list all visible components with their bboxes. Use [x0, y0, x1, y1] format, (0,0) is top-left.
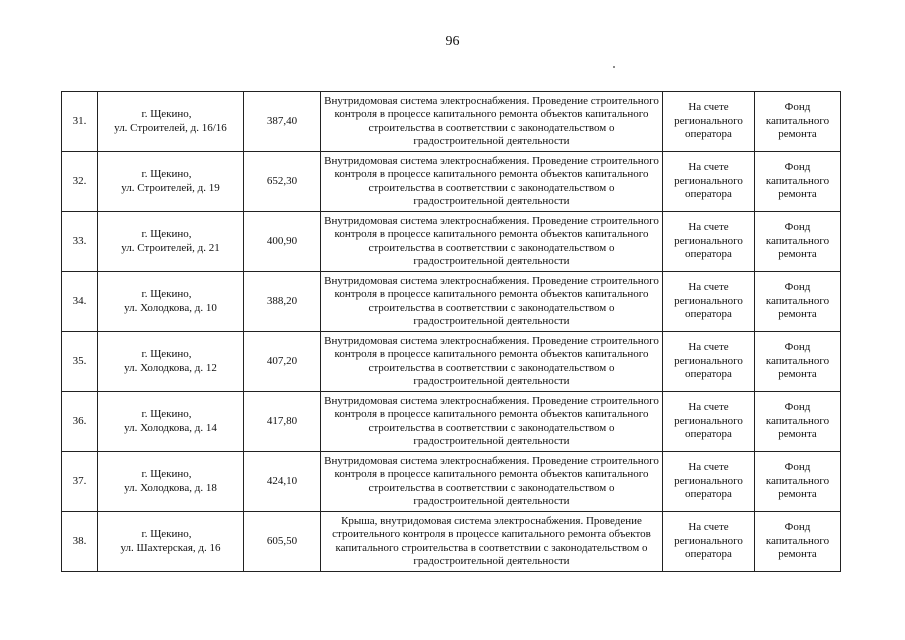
area-cell: 388,20 [244, 272, 321, 332]
address-street: ул. Холодкова, д. 18 [124, 481, 217, 494]
account-cell: На счете регионального оператора [663, 212, 755, 272]
area-cell: 605,50 [244, 512, 321, 572]
address-street: ул. Холодкова, д. 10 [124, 301, 217, 314]
table-row [62, 452, 841, 512]
address-cell [98, 392, 244, 452]
work-description-cell: Внутридомовая система электроснабжения. Проведение строительного контроля в процессе капитального ремонта объектов капитального строительства в соответствии с законодательством о градостроительной деятельности [321, 452, 663, 512]
row-number: 36. [62, 392, 98, 452]
area-cell: 407,20 [244, 332, 321, 392]
address-street: ул. Холодкова, д. 12 [124, 361, 217, 374]
area-cell: 387,40 [244, 92, 321, 152]
table-row [62, 512, 841, 572]
address-cell [98, 92, 244, 152]
row-number: 38. [62, 512, 98, 572]
work-description-cell: Внутридомовая система электроснабжения. Проведение строительного контроля в процессе капитального ремонта объектов капитального строительства в соответствии с законодательством о градостроительной деятельности [321, 212, 663, 272]
address-cell [98, 152, 244, 212]
fund-cell: Фонд капитального ремонта [755, 512, 841, 572]
address-cell [98, 332, 244, 392]
account-cell: На счете регионального оператора [663, 392, 755, 452]
row-number: 31. [62, 92, 98, 152]
table-row [62, 92, 841, 152]
address-city: г. Щекино, [141, 168, 192, 180]
address-cell [98, 452, 244, 512]
row-number: 35. [62, 332, 98, 392]
address-cell [98, 212, 244, 272]
work-description-cell: Внутридомовая система электроснабжения. Проведение строительного контроля в процессе капитального ремонта объектов капитального строительства в соответствии с законодательством о градостроительной деятельности [321, 92, 663, 152]
table-row [62, 212, 841, 272]
address-city: г. Щекино, [141, 228, 192, 240]
fund-cell: Фонд капитального ремонта [755, 92, 841, 152]
table-body [62, 92, 841, 572]
table-row [62, 332, 841, 392]
account-cell: На счете регионального оператора [663, 512, 755, 572]
address-cell [98, 272, 244, 332]
account-cell: На счете регионального оператора [663, 332, 755, 392]
fund-cell: Фонд капитального ремонта [755, 152, 841, 212]
address-street: ул. Холодкова, д. 14 [124, 421, 217, 434]
work-description-cell: Внутридомовая система электроснабжения. Проведение строительного контроля в процессе капитального ремонта объектов капитального строительства в соответствии с законодательством о градостроительной деятельности [321, 392, 663, 452]
work-description-cell: Крыша, внутридомовая система электроснабжения. Проведение строительного контроля в процессе капитального ремонта объектов капитального строительства в соответствии с законодательством о градостроительной деятельности [321, 512, 663, 572]
work-description-cell: Внутридомовая система электроснабжения. Проведение строительного контроля в процессе капитального ремонта объектов капитального строительства в соответствии с законодательством о градостроительной деятельности [321, 332, 663, 392]
fund-cell: Фонд капитального ремонта [755, 272, 841, 332]
account-cell: На счете регионального оператора [663, 272, 755, 332]
fund-cell: Фонд капитального ремонта [755, 452, 841, 512]
fund-cell: Фонд капитального ремонта [755, 392, 841, 452]
table-row [62, 152, 841, 212]
address-city: г. Щекино, [141, 108, 192, 120]
account-cell: На счете регионального оператора [663, 452, 755, 512]
address-street: ул. Шахтерская, д. 16 [120, 541, 221, 554]
area-cell: 652,30 [244, 152, 321, 212]
address-city: г. Щекино, [141, 288, 192, 300]
work-description-cell: Внутридомовая система электроснабжения. Проведение строительного контроля в процессе капитального ремонта объектов капитального строительства в соответствии с законодательством о градостроительной деятельности [321, 272, 663, 332]
fund-cell: Фонд капитального ремонта [755, 332, 841, 392]
table-row [62, 392, 841, 452]
account-cell: На счете регионального оператора [663, 152, 755, 212]
address-street: ул. Строителей, д. 16/16 [114, 121, 227, 134]
area-cell: 400,90 [244, 212, 321, 272]
row-number: 34. [62, 272, 98, 332]
row-number: 33. [62, 212, 98, 272]
address-city: г. Щекино, [141, 408, 192, 420]
work-description-cell: Внутридомовая система электроснабжения. Проведение строительного контроля в процессе капитального ремонта объектов капитального строительства в соответствии с законодательством о градостроительной деятельности [321, 152, 663, 212]
fund-cell: Фонд капитального ремонта [755, 212, 841, 272]
row-number: 37. [62, 452, 98, 512]
table-row [62, 272, 841, 332]
area-cell: 417,80 [244, 392, 321, 452]
address-city: г. Щекино, [141, 468, 192, 480]
scan-speck [613, 66, 615, 68]
address-city: г. Щекино, [141, 528, 192, 540]
address-street: ул. Строителей, д. 21 [121, 241, 220, 254]
area-cell: 424,10 [244, 452, 321, 512]
address-street: ул. Строителей, д. 19 [121, 181, 220, 194]
address-cell [98, 512, 244, 572]
row-number: 32. [62, 152, 98, 212]
account-cell: На счете регионального оператора [663, 92, 755, 152]
repair-works-table [61, 91, 841, 572]
page-number: 96 [445, 34, 460, 49]
address-city: г. Щекино, [141, 348, 192, 360]
